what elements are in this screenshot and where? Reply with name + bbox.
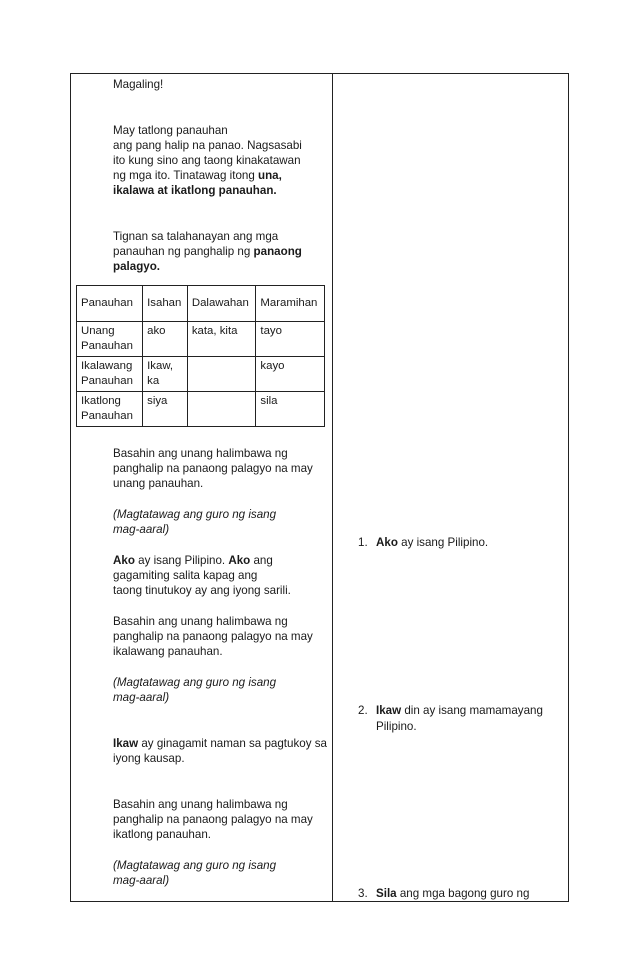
answer-item-2: 2. Ikaw din ay isang mamamayang Pilipino. [358, 704, 543, 733]
table-header-cell: Maramihan [256, 286, 325, 322]
table-cell: Ikalawang Panauhan [77, 357, 143, 392]
example-1-explanation: Ako ay isang Pilipino. Ako ang gagamiting salita kapag ang taong tinutukoy ay ang iyong sarili. [113, 554, 291, 597]
table-header-cell: Isahan [143, 286, 188, 322]
table-cell: tayo [256, 322, 325, 357]
table-header-cell: Panauhan [77, 286, 143, 322]
table-cell: kayo [256, 357, 325, 392]
table-cell: siya [143, 392, 188, 427]
table-cell: Unang Panauhan [77, 322, 143, 357]
intro-paragraph: May tatlong panauhan ang pang halip na panao. Nagsasabi ito kung sino ang taong kinakatawan ng mga ito. Tinatawag itong una, ikalawa at ikatlong panauhan. [113, 124, 302, 197]
table-cell: ako [143, 322, 188, 357]
column-divider [332, 73, 333, 902]
praise-text: Magaling! [113, 78, 164, 91]
example-2-explanation: Ikaw ay ginagamit naman sa pagtukoy sa iyong kausap. [113, 737, 327, 765]
read-instruction-3: Basahin ang unang halimbawa ng panghalip na panaong palagyo na may ikatlong panauhan. [113, 798, 313, 841]
table-header-cell: Dalawahan [187, 286, 256, 322]
answer-item-1: 1. Ako ay isang Pilipino. [358, 536, 489, 549]
teacher-note-1: (Magtatawag ang guro ng isang mag-aaral) [113, 508, 277, 536]
answer-item-3: 3. Sila ang mga bagong guro ng [358, 887, 530, 900]
table-cell: kata, kita [187, 322, 256, 357]
read-instruction-1: Basahin ang unang halimbawa ng panghalip na panaong palagyo na may unang panauhan. [113, 447, 313, 490]
table-cell: Ikatlong Panauhan [77, 392, 143, 427]
pronoun-table [76, 285, 325, 427]
table-cell: Ikaw, ka [143, 357, 188, 392]
table-header-row [77, 286, 325, 322]
read-instruction-2: Basahin ang unang halimbawa ng panghalip na panaong palagyo na may ikalawang panauhan. [113, 615, 313, 658]
table-instruction: Tignan sa talahanayan ang mga panauhan ng panghalip ng panaong palagyo. [113, 230, 302, 273]
table-cell [187, 392, 256, 427]
table-row [77, 357, 325, 392]
teacher-note-2: (Magtatawag ang guro ng isang mag-aaral) [113, 676, 277, 704]
table-row [77, 322, 325, 357]
teacher-note-3: (Magtatawag ang guro ng isang mag-aaral) [113, 859, 277, 887]
table-row [77, 392, 325, 427]
table-cell [187, 357, 256, 392]
table-cell: sila [256, 392, 325, 427]
